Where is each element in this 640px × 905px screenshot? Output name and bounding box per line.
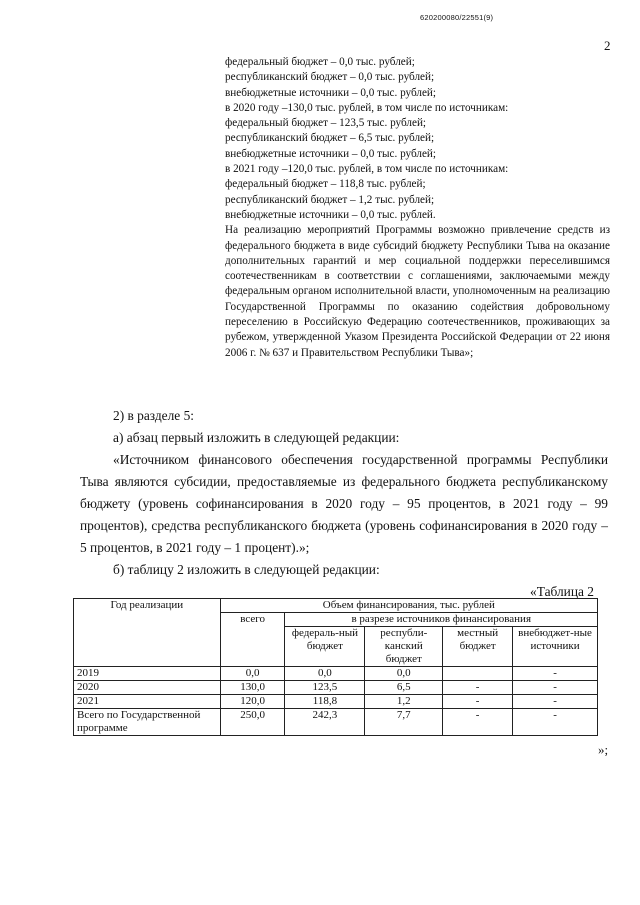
cell-total: 120,0 — [220, 695, 285, 709]
table-row — [74, 709, 598, 736]
cell-federal: 0,0 — [285, 667, 365, 681]
header-year: Год реализации — [74, 599, 221, 667]
cell-extra: - — [513, 667, 598, 681]
table-row — [74, 681, 598, 695]
budget-line: республиканский бюджет – 6,5 тыс. рублей; — [225, 132, 435, 145]
closing-quote: »; — [598, 742, 609, 757]
header-local: местный бюджет — [443, 627, 513, 667]
financing-table — [73, 598, 598, 736]
budget-line: федеральный бюджет – 118,8 тыс. рублей; — [225, 178, 426, 191]
cell-total: 130,0 — [220, 681, 285, 695]
table-row — [74, 667, 598, 681]
cell-local: - — [443, 681, 513, 695]
quote-paragraph: «Источником финансового обеспечения государственной программы Республики Тыва являются субсидии, предоставляемые из федерального бюджета республиканскому бюджету (уровень софинансирования в 2020 году – 95 процентов, в 2021 году – 99 процентов), средства республиканского бюджета (уровень софинансирования в 2020 году – 5 процентов, в 2021 году – 1 процент).»; — [80, 452, 608, 555]
header-republic: республи-канский бюджет — [365, 627, 443, 667]
section-heading: 2) в разделе 5: — [113, 408, 195, 423]
cell-year: 2020 — [74, 681, 221, 695]
header-extra: внебюджет-ные источники — [513, 627, 598, 667]
cell-year: 2019 — [74, 667, 221, 681]
cell-year: Всего по Государственной программе — [74, 709, 221, 736]
cell-republic: 6,5 — [365, 681, 443, 695]
cell-federal: 118,8 — [285, 695, 365, 709]
budget-line: республиканский бюджет – 1,2 тыс. рублей; — [225, 193, 435, 206]
budget-line: внебюджетные источники – 0,0 тыс. рублей. — [225, 208, 436, 221]
cell-extra: - — [513, 709, 598, 736]
cell-federal: 123,5 — [285, 681, 365, 695]
cell-extra: - — [513, 695, 598, 709]
cell-local: - — [443, 709, 513, 736]
budget-line: внебюджетные источники – 0,0 тыс. рублей; — [225, 147, 437, 160]
budget-line: внебюджетные источники – 0,0 тыс. рублей; — [225, 86, 437, 99]
cell-total: 250,0 — [220, 709, 285, 736]
header-total: всего — [220, 613, 285, 667]
cell-year: 2021 — [74, 695, 221, 709]
cell-republic: 1,2 — [365, 695, 443, 709]
header-federal: федераль-ный бюджет — [285, 627, 365, 667]
cell-republic: 7,7 — [365, 709, 443, 736]
cell-local — [443, 667, 513, 681]
budget-paragraph: На реализацию мероприятий Программы возможно привлечение средств из федерального бюджета в виде субсидий бюджету Республики Тыва на оказание дополнительных гарантий и мер социальной поддержки переселившимся соотечественникам в соответствии с соглашениями, заключаемыми между федеральным органом исполнительной власти, уполномоченным на реализацию Государственной Программы по оказанию содействия добровольному переселению в Российскую Федерацию соотечественников, проживающих за рубежом, утвержденной Указом Президента Российской Федерации от 22 июня 2006 г. № 637 и Правительством Республики Тыва»; — [225, 224, 610, 359]
page-number: 2 — [604, 38, 611, 53]
cell-federal: 242,3 — [285, 709, 365, 736]
main-text — [80, 405, 608, 603]
budget-line: республиканский бюджет – 0,0 тыс. рублей; — [225, 71, 435, 84]
header-volume: Объем финансирования, тыс. рублей — [220, 599, 597, 613]
table-row — [74, 695, 598, 709]
budget-line: в 2020 году –130,0 тыс. рублей, в том числе по источникам: — [225, 101, 509, 114]
budget-line: федеральный бюджет – 0,0 тыс. рублей; — [225, 56, 415, 68]
cell-total: 0,0 — [220, 667, 285, 681]
cell-local: - — [443, 695, 513, 709]
budget-block — [225, 55, 610, 361]
item-b: б) таблицу 2 изложить в следующей редакции: — [113, 562, 380, 577]
cell-republic: 0,0 — [365, 667, 443, 681]
document-id: 620200080/22551(9) — [420, 13, 494, 22]
header-breakdown: в разрезе источников финансирования — [285, 613, 598, 627]
cell-extra: - — [513, 681, 598, 695]
budget-line: федеральный бюджет – 123,5 тыс. рублей; — [225, 117, 427, 130]
table-label: «Таблица 2 — [530, 584, 594, 599]
budget-line: в 2021 году –120,0 тыс. рублей, в том числе по источникам: — [225, 163, 509, 176]
item-a: а) абзац первый изложить в следующей редакции: — [113, 430, 400, 445]
